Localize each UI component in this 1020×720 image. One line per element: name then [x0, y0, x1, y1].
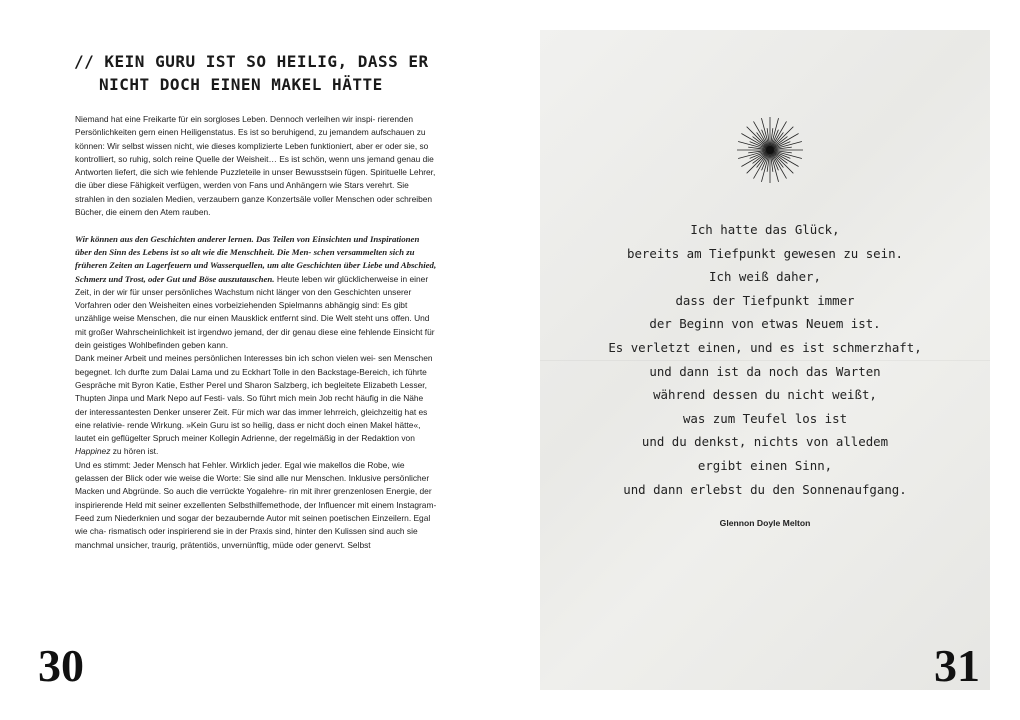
right-page: [540, 30, 990, 690]
quote-line: Ich hatte das Glück,: [690, 222, 840, 237]
quote-line: dass der Tiefpunkt immer: [675, 292, 855, 308]
quote-line: während dessen du nicht weißt,: [653, 387, 877, 403]
body-text: [75, 113, 437, 552]
heading-line-2: NICHT DOCH EINEN MAKEL HÄTTE: [99, 75, 383, 94]
quote-author: Glennon Doyle Melton: [719, 518, 811, 528]
page-number-left: 30: [38, 640, 84, 691]
quote-line: Ich weiß daher,: [709, 269, 821, 285]
heading-line-1: // KEIN GURU IST SO HEILIG, DASS ER: [74, 52, 429, 71]
quote: [540, 218, 990, 501]
starburst-icon: [736, 116, 804, 184]
quote-line: und du denkst, nichts von alledem: [641, 434, 889, 450]
paragraph-flaws: Und es stimmt: Jeder Mensch hat Fehler. Wirklich jeder. Egal wie makellos die Robe, wie gelassen der Blick oder wie weise die Worte: Sie sind alle nur Menschen. Inklusive persönlicher Macken und Abgründe. So auch die verrückte Yogalehre- rin mit ihrer grenzenlosen Energie, der inspirierende Held mit seiner exzellenten Selbsthilfemethode, der Influencer mit einem Instagram-Feed zum Niederknien und sogar der bezaubernde Autor mit seinen poetischen Einzeilern. Egal wie cha- rismatisch oder inspirierend sie in der Praxis sind, hinter den Kulissen sind auch sie manchmal unsicher, traurig, prätentiös, unvernünftig, müde oder genervt. Selbst: [75, 459, 437, 550]
page-heading: [74, 50, 429, 96]
quote-line: bereits am Tiefpunkt gewesen zu sein.: [626, 245, 903, 261]
quote-line: der Beginn von etwas Neuem ist.: [649, 316, 881, 332]
quote-line: was zum Teufel los ist: [682, 410, 848, 426]
quote-line: ergibt einen Sinn,: [697, 457, 833, 473]
paragraph-lead: Wir können aus den Geschichten anderer lernen. Das Teilen von Einsichten und Inspirationen über den Sinn des Lebens ist so alt wie die Menschheit. Die Men- schen versammelten sich zu früheren Zeiten an Lagerfeuern und Wasserquellen, um alte Geschichten über Liebe und Abschied, Schmerz und Trost, oder Gut und Böse auszutauschen. Heute leben wir glücklicherweise in einer Zeit, in der wir für unser persönliches Wachstum nicht länger von den Geschichten unserer Vorfahren oder den Weisheiten eines vorbeiziehenden Spielmanns abhängig sind: Es gibt unzählige weise Menschen, die nur einen Mausklick entfernt sind. Die Welt steht uns offen. Und mit großer Wahrscheinlichkeit ist irgendwo jemand, der dir genau diese eine fehlende Einsicht für dein geistiges Wohlbefinden geben kann.: [75, 233, 437, 351]
paragraph-intro: Niemand hat eine Freikarte für ein sorgloses Leben. Dennoch verleihen wir inspi- rierenden Persönlichkeiten gern einen Heiligenstatus. Es ist so beruhigend, zu jemandem aufschauen zu können: Wir selbst wissen nicht, wie dieses komplizierte Leben funktioniert, aber er oder sie, so kontrolliert, so ruhig, solch reine Quelle der Weisheit… Es ist schön, wenn uns jemand genau die Antworten liefert, die sich wie fehlende Puzzleteile in unser Bewusstsein fügen. Spirituelle Lehrer, die über diese Fähigkeit verfügen, werden von Fans und Anhängern wie Stars verehrt. Sie strahlen in den sozialen Medien, verzaubern ganze Konzertsäle voller Menschen oder schreiben Bücher, die einem den Atem rauben.: [75, 114, 436, 218]
page-number-right: 31: [934, 640, 980, 691]
quote-line: und dann erlebst du den Sonnenaufgang.: [623, 481, 907, 497]
paragraph-experience: Dank meiner Arbeit und meines persönlichen Interesses bin ich schon vielen wei- sen Menschen begegnet. Ich durfte zum Dalai Lama und zu Eckhart Tolle in den Backstage-Bereich, ich führte Gespräche mit Byron Katie, Esther Perel und Sharon Salzberg, ich begleitete Elizabeth Lesser, Thupten Jinpa und Mark Nepo auf Festi- vals. So führt mich mein Job recht häufig in die Nähe der interessantesten Denker unserer Zeit. Für mich war das immer lehrreich, gleichzeitig hat es eine relativie- rende Wirkung. »Kein Guru ist so heilig, dass er nicht doch einen Makel hätte«, lautet ein geflügelter Spruch meiner Kollegin Adrienne, der regelmäßig in der Redaktion von Happinez zu hören ist.: [75, 353, 433, 457]
quote-line: Es verletzt einen, und es ist schmerzhaft,: [608, 339, 922, 355]
quote-line: und dann ist da noch das Warten: [649, 363, 881, 379]
